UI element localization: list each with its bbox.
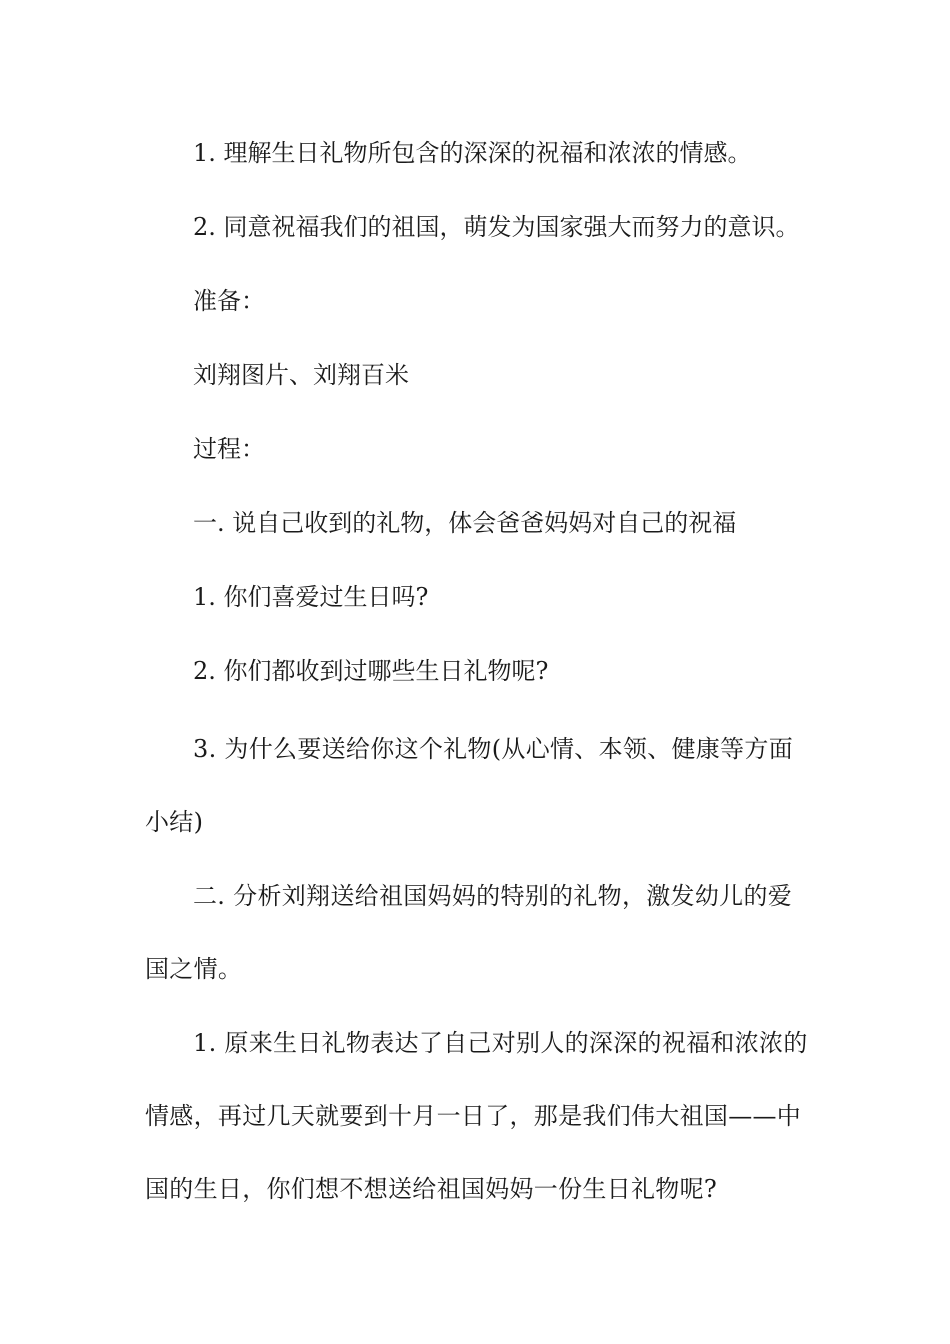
paragraph-process-heading: 过程：	[193, 435, 265, 463]
paragraph-section-2-item-1: 1. 原来生日礼物表达了自己对别人的深深的祝福和浓浓的情感，再过几天就要到十月一日了，那是我们伟大祖国——中国的生日，你们想不想送给祖国妈妈一份生日礼物呢?	[145, 1029, 808, 1203]
paragraph-preparation-items: 刘翔图片、刘翔百米	[193, 361, 409, 389]
paragraph-section-1: 一. 说自己收到的礼物，体会爸爸妈妈对自己的祝福	[193, 509, 737, 537]
paragraph-question-3: 3. 为什么要送给你这个礼物(从心情、本领、健康等方面小结)	[145, 735, 793, 836]
paragraph-question-1: 1. 你们喜爱过生日吗?	[193, 583, 429, 611]
paragraph-goal-2: 2. 同意祝福我们的祖国，萌发为国家强大而努力的意识。	[193, 213, 800, 241]
paragraph-question-2: 2. 你们都收到过哪些生日礼物呢?	[193, 657, 549, 685]
paragraph-section-2: 二. 分析刘翔送给祖国妈妈的特别的礼物，激发幼儿的爱国之情。	[145, 882, 793, 983]
paragraph-goal-1: 1. 理解生日礼物所包含的深深的祝福和浓浓的情感。	[193, 139, 752, 167]
paragraph-preparation-heading: 准备：	[193, 287, 265, 315]
